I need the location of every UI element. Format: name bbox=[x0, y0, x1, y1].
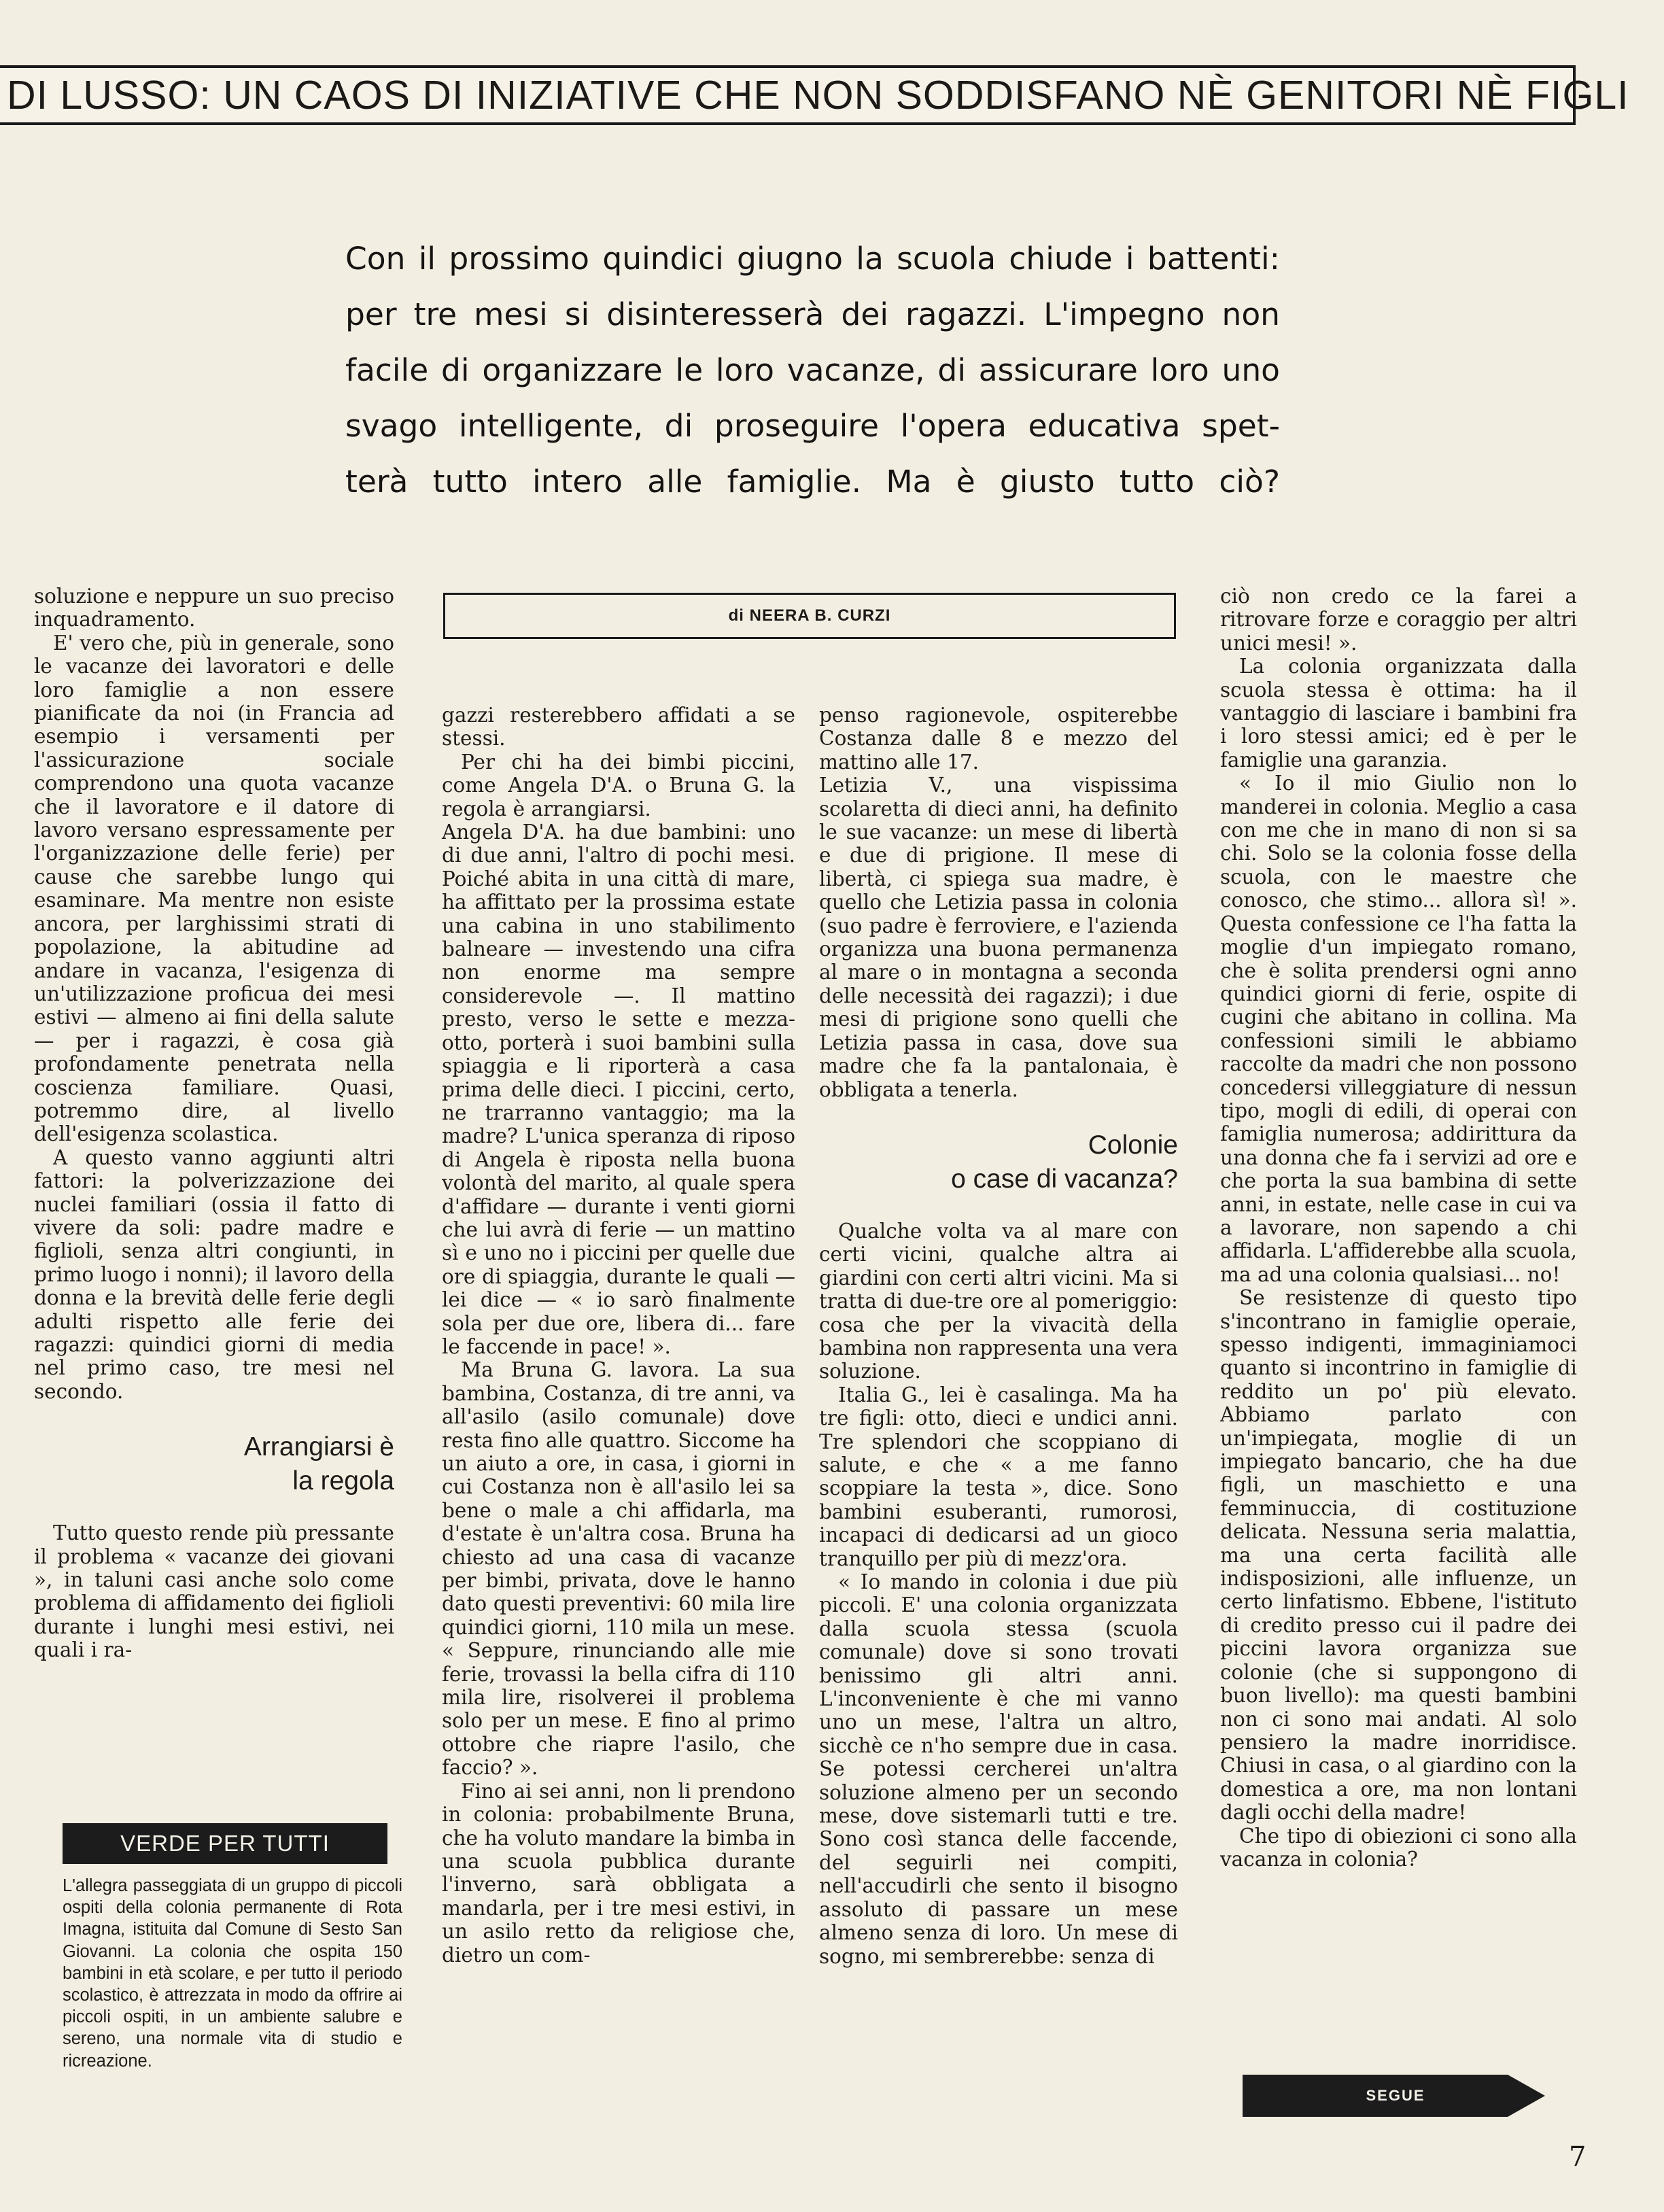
sidebar-title: VERDE PER TUTTI bbox=[120, 1831, 330, 1856]
paragraph: ciò non credo ce la farei a ritrovare forze e coraggio per altri unici mesi! ». bbox=[1220, 585, 1577, 655]
headline-bar bbox=[0, 65, 1629, 125]
paragraph: Fino ai sei anni, non li prendono in colonia: probabilmente Bruna, che ha voluto mandare la bimba in una scuola pubblica durante l'inverno, sarà obbligata a mandarla, per i tre mesi estivi, in un asilo retto da religiose che, dietro un com- bbox=[442, 1779, 795, 1967]
paragraph: Ma Bruna G. lavora. La sua bambina, Costanza, di tre anni, va all'asilo (asilo comunale) dove resta fino alle quattro. Siccome ha un aiuto a ore, in casa, i giorni in cui Costanza non è all'asilo lei sa bene o male a chi affidarla, ma d'estate è un'altra cosa. Bruna ha chiesto ad una casa di vacanze per bimbi, privata, dove le hanno dato questi preventivi: 60 mila lire quindici giorni, 110 mila un mese. « Seppure, rinunciando alle mie ferie, trovassi la bella cifra di 110 mila lire, risolverei il problema solo per un mese. E fino al primo ottobre che riapre l'asilo, che faccio? ». bbox=[442, 1358, 795, 1780]
subheading-line: Colonie bbox=[1088, 1130, 1178, 1160]
paragraph: Angela D'A. ha due bambini: uno di due anni, l'altro di pochi mesi. Poiché abita in una città di mare, ha affittato per la prossima estate una cabina in uno stabilimento balneare — investendo una cifra non enorme ma sempre considerevole —. Il mattino presto, verso le sette e mezza-otto, porterà i suoi bambini sulla spiaggia e li riporterà a casa prima delle dieci. I piccini, certo, ne trarranno vantaggio; ma la madre? L'unica speranza di riposo di Angela è riposta nella buona volontà del marito, al quale spera d'affidare — durante i venti giorni che lui avrà di ferie — un mattino sì e uno no i piccini per quelle due ore di spiaggia, durante le quali — lei dice — « io sarò finalmente sola per due ore, libera di... fare le faccende in pace! ». bbox=[442, 820, 795, 1358]
paragraph: La colonia organizzata dalla scuola stessa è ottima: ha il vantaggio di lasciare i bambini fra i loro stessi amici; ed è per le famiglie una garanzia. bbox=[1220, 655, 1577, 772]
subheading-line: o case di vacanza? bbox=[951, 1164, 1178, 1194]
continue-arrow[interactable] bbox=[1243, 2075, 1545, 2117]
subheading-line: la regola bbox=[292, 1466, 394, 1496]
subheading-line: Arrangiarsi è bbox=[243, 1432, 394, 1462]
paragraph: « Io mando in colonia i due più piccoli. E' una colonia organizzata dalla scuola stessa (scuola comunale) dove si sono trovati benissimo gli altri anni. L'inconveniente è che mi vanno uno un mese, l'altra un altro, sicchè ce n'ho sempre due in casa. Se potessi cercherei un'altra soluzione almeno per un secondo mese, dove sistemarli tutti e tre. Sono così stanca delle faccende, del seguirli nei compiti, nell'accudirli che sento il bisogno assoluto di passare un mese almeno senza di loro. Un mese di sogno, mi sembrerebbe: senza di bbox=[819, 1570, 1178, 1968]
paragraph: Se resistenze di questo tipo s'incontrano in famiglie operaie, spesso indigenti, immaginiamoci quanto si incontrino in famiglie di reddito un po' più elevato. Abbiamo parlato con un'impiegata, moglie di un impiegato bancario, che ha due figli, un maschietto e una femminuccia, di costituzione delicata. Nessuna seria malattia, ma una certa facilità alle indisposizioni, alle influenze, un certo linfatismo. Ebbene, l'istituto di credito presso cui il padre dei piccini lavora organizza sue colonie (che si suppongono di buon livello): ma questi bambini non ci sono mai andati. Al solo pensiero la madre inorridisce. Chiusi in casa, o al giardino con la domestica a ore, ma non lontani dagli occhi della madre! bbox=[1220, 1286, 1577, 1825]
paragraph: gazzi resterebbero affidati a se stessi. bbox=[442, 704, 795, 750]
paragraph: Qualche volta va al mare con certi vicini, qualche altra ai giardini con certi altri vicini. Ma si tratta di due-tre ore al pomeriggio: cosa che per la vivacità della bambina non rappresenta una vera soluzione. bbox=[819, 1219, 1178, 1383]
article-column-3 bbox=[819, 704, 1178, 1968]
intro-line: terà tutto intero alle famiglie. Ma è giusto tutto ciò? bbox=[345, 464, 1280, 500]
paragraph: penso ragionevole, ospiterebbe Costanza dalle 8 e mezzo del mattino alle 17. bbox=[819, 704, 1178, 774]
paragraph: Che tipo di obiezioni ci sono alla vacanza in colonia? bbox=[1220, 1824, 1577, 1871]
paragraph: Tutto questo rende più pressante il problema « vacanze dei giovani », in taluni casi anche solo come problema di affidamento dei figlioli durante i lunghi mesi estivi, nei quali i ra- bbox=[34, 1521, 394, 1662]
photo-caption: L'allegra passeggiata di un gruppo di piccoli ospiti della colonia permanente di Rota Imagna, istituita dal Comune di Sesto San Giovanni. La colonia che ospita 150 bambini in età scolare, e per tutto il periodo scolastico, è attrezzata in modo da offrire ai piccoli ospiti, in un ambiente salubre e sereno, una normale vita di studio e ricreazione. bbox=[63, 1876, 402, 2071]
paragraph: Per chi ha dei bimbi piccini, come Angela D'A. o Bruna G. la regola è arrangiarsi. bbox=[442, 750, 795, 820]
article-column-4 bbox=[1220, 585, 1577, 1871]
continue-label: SEGUE bbox=[1366, 2087, 1425, 2104]
sidebar-title-box bbox=[63, 1823, 387, 1864]
paragraph: E' vero che, più in generale, sono le vacanze dei lavoratori e delle loro famiglie a non essere pianificate da noi (in Francia ad esempio i versamenti per l'assicurazione sociale comprendono una quota vacanze che il lavoratore e il datore di lavoro versano espressamente per l'organizzazione delle ferie) per cause che sarebbe lungo qui esaminare. Ma mentre non esiste ancora, per larghissimi strati di popolazione, la abitudine ad andare in vacanza, l'esigenza di un'utilizzazione proficua dei mesi estivi — almeno ai fini della salute — per i ragazzi, è cosa già profondamente penetrata nella coscienza familiare. Quasi, potremmo dire, al livello dell'esigenza scolastica. bbox=[34, 631, 394, 1146]
headline: DI LUSSO: UN CAOS DI INIZIATIVE CHE NON SODDISFANO NÈ GENITORI NÈ FIGLI bbox=[7, 73, 1629, 118]
byline: di NEERA B. CURZI bbox=[728, 606, 891, 625]
paragraph: « Io il mio Giulio non lo manderei in colonia. Meglio a casa con me che in mano di non si sa chi. Solo se la colonia fosse della scuola, con le maestre che conosco, che stimo... allora sì! ». Questa confessione ce l'ha fatta la moglie d'un impiegato romano, che è solita prendersi ogni anno quindici giorni di ferie, ospite di cugini che abitano in collina. Ma confessioni simili le abbiamo raccolte da madri che non possono concedersi villeggiature di nessun tipo, mogli di edili, di operai con famiglia numerosa; addirittura da una donna che fa i servizi ad ore e che porta la sua bambina di sette anni, in estate, nelle case in cui va a lavorare, non sapendo a chi affidarla. L'affiderebbe alla scuola, ma ad una colonia qualsiasi... no! bbox=[1220, 772, 1577, 1286]
intro-line: per tre mesi si disinteresserà dei ragazzi. L'impegno non bbox=[345, 296, 1280, 332]
intro-line: Con il prossimo quindici giugno la scuola chiude i battenti: bbox=[345, 241, 1280, 277]
intro-line: svago intelligente, di proseguire l'opera educativa spet- bbox=[345, 408, 1280, 444]
page-number: 7 bbox=[1569, 2141, 1587, 2173]
paragraph: soluzione e neppure un suo preciso inquadramento. bbox=[34, 585, 394, 632]
paragraph: A questo vanno aggiunti altri fattori: la polverizzazione dei nuclei familiari (ossia il fatto di vivere da soli: padre madre e figlioli, senza altri congiunti, in primo luogo i nonni); il lavoro della donna e la brevità delle ferie degli adulti rispetto alle ferie dei ragazzi: quindici giorni di media nel primo caso, tre mesi nel secondo. bbox=[34, 1145, 394, 1403]
paragraph: Letizia V., una vispissima scolaretta di dieci anni, ha definito le sue vacanze: un mese di libertà e due di prigione. Il mese di libertà, ci spiega sua madre, è quello che Letizia passa in colonia (suo padre è ferroviere, e l'azienda organizza una buona permanenza al mare o in montagna a seconda delle necessità dei ragazzi); i due mesi di prigione sono quelli che Letizia passa in casa, dove sua madre che fa la pantalonaia, è obbligata a tenerla. bbox=[819, 774, 1178, 1101]
article-column-2 bbox=[442, 704, 795, 1967]
paragraph: Italia G., lei è casalinga. Ma ha tre figli: otto, dieci e undici anni. Tre splendori che scoppiano di salute, e che « a me fanno scoppiare la testa », dice. Sono bambini esuberanti, rumorosi, incapaci di dedicarsi ad un gioco tranquillo per più di mezz'ora. bbox=[819, 1383, 1178, 1570]
subheading-colonie bbox=[819, 1128, 1178, 1196]
subheading-arrangiarsi bbox=[34, 1430, 394, 1498]
intro-standfirst bbox=[345, 231, 1280, 510]
byline-box bbox=[443, 593, 1176, 639]
intro-line: facile di organizzare le loro vacanze, di assicurare loro uno bbox=[345, 352, 1280, 388]
article-column-1 bbox=[34, 585, 394, 1662]
